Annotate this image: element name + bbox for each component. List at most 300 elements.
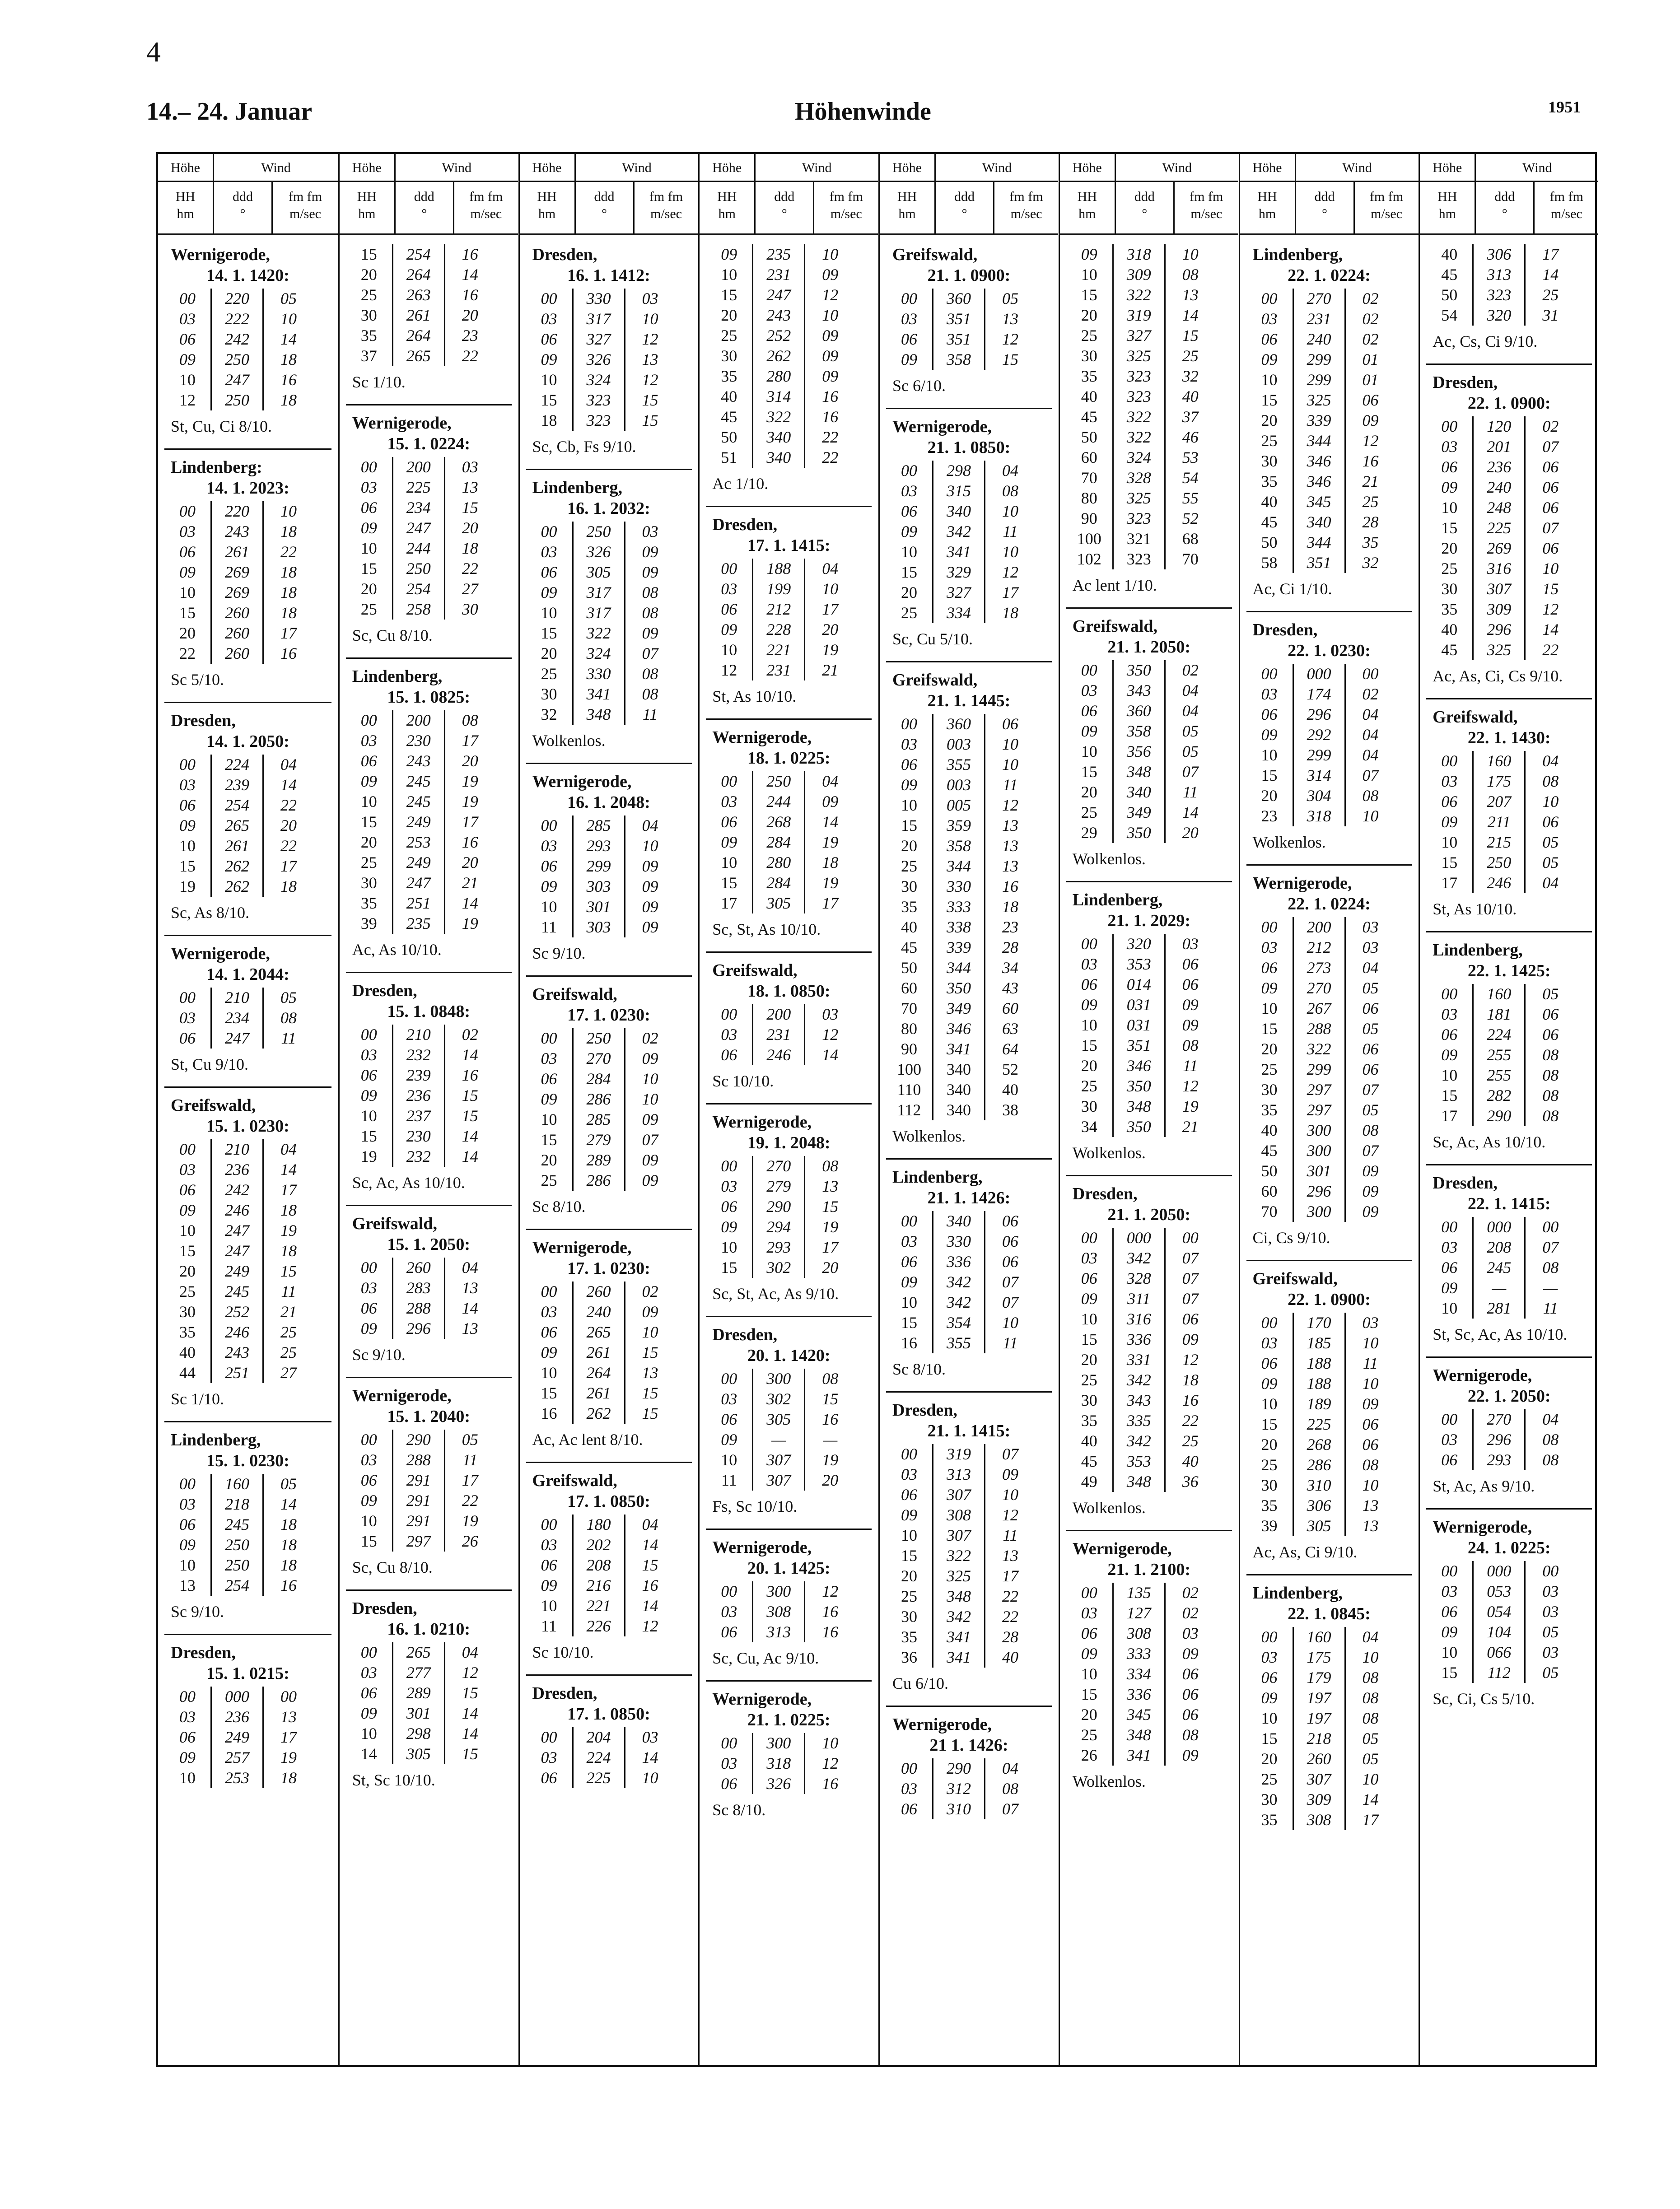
speed-cell: 18	[280, 522, 297, 541]
height-cell: 00	[721, 559, 737, 578]
direction-cell: 323	[1112, 549, 1166, 569]
table-row	[706, 1409, 872, 1430]
table-row	[1246, 1100, 1412, 1120]
sounding-block	[346, 657, 512, 960]
table-row	[1066, 508, 1232, 529]
table-row	[164, 1282, 331, 1302]
direction-cell: 345	[1112, 1705, 1166, 1725]
cloud-note: Sc, Cu 5/10.	[892, 630, 973, 648]
direction-cell: 318	[752, 1753, 805, 1774]
height-cell: 10	[541, 1110, 557, 1128]
column-body	[1420, 244, 1598, 1721]
speed-cell: 00	[1362, 665, 1379, 683]
height-cell: 26	[1081, 1746, 1097, 1764]
direction-cell: 218	[1293, 1729, 1346, 1749]
direction-cell: 242	[210, 1180, 264, 1200]
table-row	[1066, 529, 1232, 549]
cloud-note: Ci, Cs 9/10.	[1252, 1229, 1330, 1247]
height-cell: 06	[1441, 792, 1458, 811]
direction-cell: 247	[752, 285, 805, 305]
height-cell: 09	[721, 245, 737, 263]
direction-cell: 359	[932, 816, 985, 836]
height-cell: 06	[179, 1728, 196, 1746]
height-cell: 03	[901, 482, 917, 500]
table-row	[526, 876, 692, 897]
direction-cell: 185	[1293, 1333, 1346, 1353]
table-row	[1246, 958, 1412, 978]
direction-cell: 291	[392, 1511, 445, 1531]
ddd-label: ddd	[414, 189, 434, 204]
fm-label: fm fm	[288, 189, 322, 204]
station-name: Dresden,	[532, 1684, 597, 1703]
observation-time: 21. 1. 0850:	[927, 438, 1011, 457]
direction-cell: 281	[1472, 1298, 1526, 1319]
direction-cell: 296	[1472, 620, 1526, 640]
height-cell: 10	[721, 1238, 737, 1256]
speed-cell: 14	[1542, 620, 1559, 638]
direction-cell: 243	[210, 1342, 264, 1363]
height-cell: 29	[1081, 824, 1097, 842]
height-cell: 03	[1441, 1431, 1458, 1449]
height-cell: 20	[1081, 783, 1097, 801]
speed-cell: 14	[280, 776, 297, 794]
direction-cell: 323	[572, 410, 625, 431]
direction-cell: 273	[1293, 958, 1346, 978]
direction-cell: 324	[1112, 447, 1166, 468]
table-row	[706, 1753, 872, 1774]
height-cell: 06	[179, 1029, 196, 1047]
table-column	[338, 154, 518, 2065]
speed-cell: 08	[822, 1370, 839, 1388]
direction-cell: 264	[392, 326, 445, 346]
table-row	[706, 1369, 872, 1389]
height-cell: 03	[901, 735, 917, 753]
height-cell: 00	[541, 1282, 557, 1300]
height-cell: 25	[360, 853, 377, 871]
observation-time: 15. 1. 0848:	[387, 1002, 471, 1021]
station-name: Greifswald,	[892, 671, 978, 690]
speed-cell: 19	[462, 792, 478, 811]
speed-cell: 13	[1002, 816, 1018, 834]
table-row	[1066, 1472, 1232, 1492]
height-cell: 15	[721, 286, 737, 304]
direction-cell: 348	[1112, 1472, 1166, 1492]
direction-cell: 260	[210, 623, 264, 643]
speed-cell: 05	[1362, 1020, 1379, 1038]
height-cell: 20	[1081, 1057, 1097, 1075]
speed-cell: 15	[642, 1404, 658, 1422]
table-row	[346, 1663, 512, 1683]
observation-time: 24. 1. 0225:	[1467, 1538, 1551, 1557]
speed-cell: 03	[822, 1005, 839, 1023]
speed-cell: 08	[1542, 1086, 1559, 1104]
height-cell: 09	[901, 522, 917, 541]
height-cell: 09	[1261, 726, 1278, 744]
speed-cell: 10	[1542, 792, 1559, 811]
height-cell: 20	[1261, 1750, 1278, 1768]
speed-cell: 07	[1002, 1445, 1018, 1463]
speed-cell: 10	[1362, 1334, 1379, 1352]
direction-cell: 262	[210, 876, 264, 897]
table-column	[698, 154, 878, 2065]
direction-cell: 175	[1293, 1647, 1346, 1668]
direction-cell: 339	[1293, 410, 1346, 431]
table-row	[886, 1799, 1052, 1819]
speed-cell: 04	[1182, 681, 1199, 699]
table-row	[164, 643, 331, 664]
direction-cell: 285	[572, 1109, 625, 1130]
table-row	[1426, 1409, 1592, 1430]
table-row	[886, 917, 1052, 937]
direction-cell: 234	[392, 498, 445, 518]
table-row	[886, 1758, 1052, 1779]
height-cell: 03	[1261, 685, 1278, 703]
direction-cell: 324	[572, 643, 625, 664]
speed-cell: 08	[1182, 1036, 1199, 1054]
direction-cell: 188	[752, 559, 805, 579]
speed-cell: 03	[1362, 918, 1379, 936]
speed-cell: 16	[822, 1410, 839, 1428]
table-row	[346, 285, 512, 305]
table-row	[1426, 1278, 1592, 1298]
table-row	[1246, 309, 1412, 329]
speed-cell: 04	[1362, 746, 1379, 764]
height-cell: 10	[901, 796, 917, 814]
height-cell: 25	[1081, 1371, 1097, 1389]
speed-cell: 19	[280, 1748, 297, 1766]
table-row	[164, 755, 331, 775]
direction-cell: 289	[572, 1150, 625, 1170]
height-cell: 06	[360, 499, 377, 517]
speed-cell: 12	[462, 1664, 478, 1682]
direction-cell: 231	[752, 660, 805, 680]
table-row	[526, 1049, 692, 1069]
observation-time: 22. 1. 2050:	[1467, 1387, 1551, 1406]
table-row	[526, 329, 692, 350]
height-cell: 00	[360, 458, 377, 476]
height-cell: 09	[541, 1576, 557, 1594]
direction-cell: 300	[752, 1733, 805, 1753]
hm-label: hm	[1438, 206, 1456, 221]
speed-cell: 06	[1542, 813, 1559, 831]
direction-cell: 279	[572, 1130, 625, 1150]
height-cell: 20	[1261, 411, 1278, 429]
sounding-block	[1066, 607, 1232, 869]
height-cell: 11	[721, 1471, 737, 1489]
speed-cell: 13	[642, 350, 658, 368]
direction-cell: 317	[572, 583, 625, 603]
speed-cell: 09	[642, 1151, 658, 1169]
table-row	[1246, 1313, 1412, 1333]
table-row	[164, 1535, 331, 1555]
table-row	[346, 518, 512, 538]
speed-cell: 05	[462, 1431, 478, 1449]
hh-label: HH	[1437, 189, 1457, 204]
table-row	[1246, 1141, 1412, 1161]
height-cell: 03	[541, 1049, 557, 1067]
direction-cell: 297	[1293, 1100, 1346, 1120]
direction-cell: 000	[1293, 664, 1346, 684]
speed-cell: 15	[280, 1262, 297, 1280]
height-cell: 03	[721, 792, 737, 811]
hh-label: HH	[537, 189, 557, 204]
height-cell: 10	[179, 837, 196, 855]
cloud-note: Wolkenlos.	[532, 732, 606, 750]
height-cell: 15	[1081, 286, 1097, 304]
direction-cell: 247	[210, 1028, 264, 1049]
table-row	[526, 542, 692, 562]
table-row	[526, 643, 692, 664]
height-cell: 00	[901, 715, 917, 733]
direction-cell: 322	[932, 1546, 985, 1566]
table-row	[1426, 1258, 1592, 1278]
speed-cell: 11	[1363, 1354, 1378, 1372]
direction-cell: 346	[1112, 1056, 1166, 1076]
table-row	[1426, 1622, 1592, 1642]
table-row	[164, 289, 331, 309]
table-row	[526, 816, 692, 836]
cloud-note: St, Sc 10/10.	[352, 1771, 435, 1789]
height-cell: 15	[1081, 1330, 1097, 1348]
speed-cell: 05	[1362, 1750, 1379, 1768]
direction-cell: 305	[392, 1744, 445, 1764]
speed-cell: 15	[462, 1107, 478, 1125]
height-cell: 60	[901, 979, 917, 997]
speed-cell: 09	[1182, 1746, 1199, 1764]
observation-time: 21 1. 1426:	[929, 1736, 1008, 1755]
sounding-block	[346, 1377, 512, 1578]
page-title: Höhenwinde	[795, 98, 931, 126]
speed-cell: 04	[1182, 702, 1199, 720]
height-cell: 09	[541, 1090, 557, 1108]
speed-cell: 30	[462, 600, 478, 618]
height-cell: 110	[897, 1081, 921, 1099]
height-cell: 15	[541, 624, 557, 642]
height-cell: 06	[179, 1181, 196, 1199]
height-cell: 25	[901, 857, 917, 875]
height-cell: 00	[541, 522, 557, 541]
height-cell: 17	[721, 894, 737, 912]
direction-cell: 236	[210, 1160, 264, 1180]
speed-cell: 00	[280, 1687, 297, 1706]
direction-cell: 245	[210, 1282, 264, 1302]
height-cell: 00	[1261, 918, 1278, 936]
table-row	[1246, 532, 1412, 553]
table-row	[1246, 704, 1412, 725]
table-row	[1066, 1350, 1232, 1370]
height-cell: 15	[1081, 1036, 1097, 1054]
observation-time: 17. 1. 0230:	[567, 1259, 650, 1278]
speed-cell: 09	[1182, 1016, 1199, 1034]
speed-cell: 21	[822, 661, 839, 679]
hoehe-header: Höhe	[520, 154, 576, 182]
direction-cell: 325	[1293, 390, 1346, 410]
speed-cell: 03	[1542, 1603, 1559, 1621]
height-cell: 03	[901, 1780, 917, 1798]
station-name: Wernigerode,	[352, 1386, 452, 1405]
table-column	[1059, 154, 1238, 2065]
table-row	[1426, 1217, 1592, 1237]
direction-cell: 299	[1293, 1059, 1346, 1080]
speed-cell: 09	[1182, 996, 1199, 1014]
observation-time: 22. 1. 1430:	[1467, 728, 1551, 747]
table-row	[1246, 471, 1412, 492]
speed-cell: 18	[1002, 898, 1018, 916]
table-row	[886, 1444, 1052, 1464]
direction-cell: 360	[1112, 701, 1166, 721]
height-cell: 35	[721, 367, 737, 385]
table-row	[706, 893, 872, 913]
direction-cell: 286	[572, 1170, 625, 1191]
direction-cell: 340	[932, 501, 985, 522]
speed-cell: 08	[462, 711, 478, 729]
height-cell: 45	[721, 408, 737, 426]
table-row	[526, 1727, 692, 1748]
height-cell: 25	[541, 665, 557, 683]
direction-cell: 293	[752, 1237, 805, 1258]
speed-cell: 16	[1182, 1391, 1199, 1409]
table-row	[1246, 1708, 1412, 1729]
direction-cell: 225	[1472, 518, 1526, 538]
table-row	[886, 978, 1052, 998]
height-cell: 35	[901, 1628, 917, 1646]
speed-cell: 15	[1542, 580, 1559, 598]
height-cell: 03	[1261, 310, 1278, 328]
speed-cell: 52	[1182, 509, 1199, 527]
observation-time: 22. 1. 1415:	[1467, 1194, 1551, 1213]
height-cell: 00	[1261, 665, 1278, 683]
table-row	[886, 1039, 1052, 1059]
table-row	[706, 407, 872, 427]
direction-cell: 341	[932, 1627, 985, 1647]
direction-cell: 305	[752, 1409, 805, 1430]
cloud-note: St, Cu 9/10.	[171, 1055, 249, 1073]
direction-cell: 160	[1472, 984, 1526, 1004]
table-row	[526, 1069, 692, 1089]
cloud-note: St, Ac, As 9/10.	[1433, 1477, 1535, 1495]
cloud-note: Ac, Ac lent 8/10.	[532, 1431, 643, 1449]
direction-cell: 353	[1112, 954, 1166, 974]
sounding-block	[1426, 1508, 1592, 1709]
direction-cell: 340	[752, 427, 805, 447]
station-name: Dresden,	[1072, 1184, 1138, 1203]
height-cell: 102	[1077, 550, 1101, 568]
direction-cell: 245	[1472, 1258, 1526, 1278]
height-cell: 25	[360, 600, 377, 618]
speed-cell: 17	[1542, 245, 1559, 263]
speed-cell: 04	[1002, 461, 1018, 480]
speed-cell: 07	[1362, 766, 1379, 784]
speed-cell: 07	[1182, 1269, 1199, 1287]
direction-cell: 290	[392, 1430, 445, 1450]
direction-cell: 345	[1293, 492, 1346, 512]
table-row	[526, 897, 692, 917]
table-row	[526, 856, 692, 876]
station-name: Wernigerode,	[712, 728, 812, 747]
direction-cell: 232	[392, 1045, 445, 1065]
speed-cell: 22	[822, 428, 839, 446]
direction-cell: 257	[210, 1748, 264, 1768]
speed-cell: 60	[1002, 999, 1018, 1017]
speed-cell: 40	[1002, 1081, 1018, 1099]
direction-cell: 031	[1112, 1015, 1166, 1035]
table-row	[886, 998, 1052, 1019]
sounding-block	[1066, 1530, 1232, 1792]
height-cell: 17	[1441, 874, 1458, 892]
speed-cell: 18	[280, 604, 297, 622]
speed-cell: 10	[1002, 735, 1018, 753]
speed-cell: 10	[1362, 1648, 1379, 1666]
fm-label: fm fm	[1190, 189, 1223, 204]
table-row	[346, 1683, 512, 1703]
cloud-note: Sc 1/10.	[352, 373, 406, 391]
table-row	[706, 1470, 872, 1491]
height-cell: 06	[1261, 959, 1278, 977]
speed-cell: 16	[1002, 877, 1018, 895]
observation-time: 15. 1. 0230:	[206, 1451, 289, 1470]
direction-cell: 319	[932, 1444, 985, 1464]
height-cell: 03	[360, 1046, 377, 1064]
observation-time: 22. 1. 1425:	[1467, 961, 1551, 980]
sounding-block	[1426, 364, 1592, 686]
observation-time: 22. 1. 0230:	[1288, 641, 1371, 660]
height-cell: 30	[541, 685, 557, 703]
table-row	[1066, 782, 1232, 802]
height-cell: 00	[179, 1475, 196, 1493]
speed-cell: 00	[1182, 1229, 1199, 1247]
direction-cell: 244	[752, 792, 805, 812]
direction-cell: 300	[1293, 1202, 1346, 1222]
speed-cell: 08	[642, 665, 658, 683]
sounding-block	[346, 404, 512, 646]
direction-cell: 342	[932, 1292, 985, 1313]
speed-cell: 08	[280, 1009, 297, 1027]
speed-cell: 08	[1542, 1431, 1559, 1449]
table-row	[1246, 1333, 1412, 1353]
height-cell: 06	[901, 1486, 917, 1504]
height-cell: 35	[1081, 1412, 1097, 1430]
height-cell: 09	[721, 1431, 737, 1449]
height-cell: 36	[901, 1648, 917, 1666]
direction-cell: 224	[1472, 1025, 1526, 1045]
height-cell: 03	[179, 1160, 196, 1179]
table-row	[164, 1748, 331, 1768]
speed-cell: 08	[1542, 1258, 1559, 1277]
table-row	[706, 1176, 872, 1197]
table-row	[526, 410, 692, 431]
height-cell: 03	[1261, 1334, 1278, 1352]
direction-cell: 327	[932, 583, 985, 603]
table-row	[1246, 917, 1412, 937]
height-cell: 03	[360, 478, 377, 496]
table-row	[706, 873, 872, 893]
speed-cell: 03	[642, 1728, 658, 1746]
hh-header	[880, 182, 936, 235]
direction-cell: 236	[210, 1707, 264, 1727]
height-cell: 03	[1081, 681, 1097, 699]
height-cell: 35	[1261, 472, 1278, 490]
table-row	[1066, 1583, 1232, 1603]
height-cell: 09	[1081, 1290, 1097, 1308]
table-row	[886, 542, 1052, 562]
height-cell: 30	[360, 874, 377, 892]
degree-label: °	[1502, 206, 1507, 221]
direction-cell: 188	[1293, 1374, 1346, 1394]
table-row	[706, 1025, 872, 1045]
table-row	[1066, 1035, 1232, 1056]
height-cell: 20	[541, 644, 557, 662]
speed-cell: 06	[1362, 1435, 1379, 1454]
